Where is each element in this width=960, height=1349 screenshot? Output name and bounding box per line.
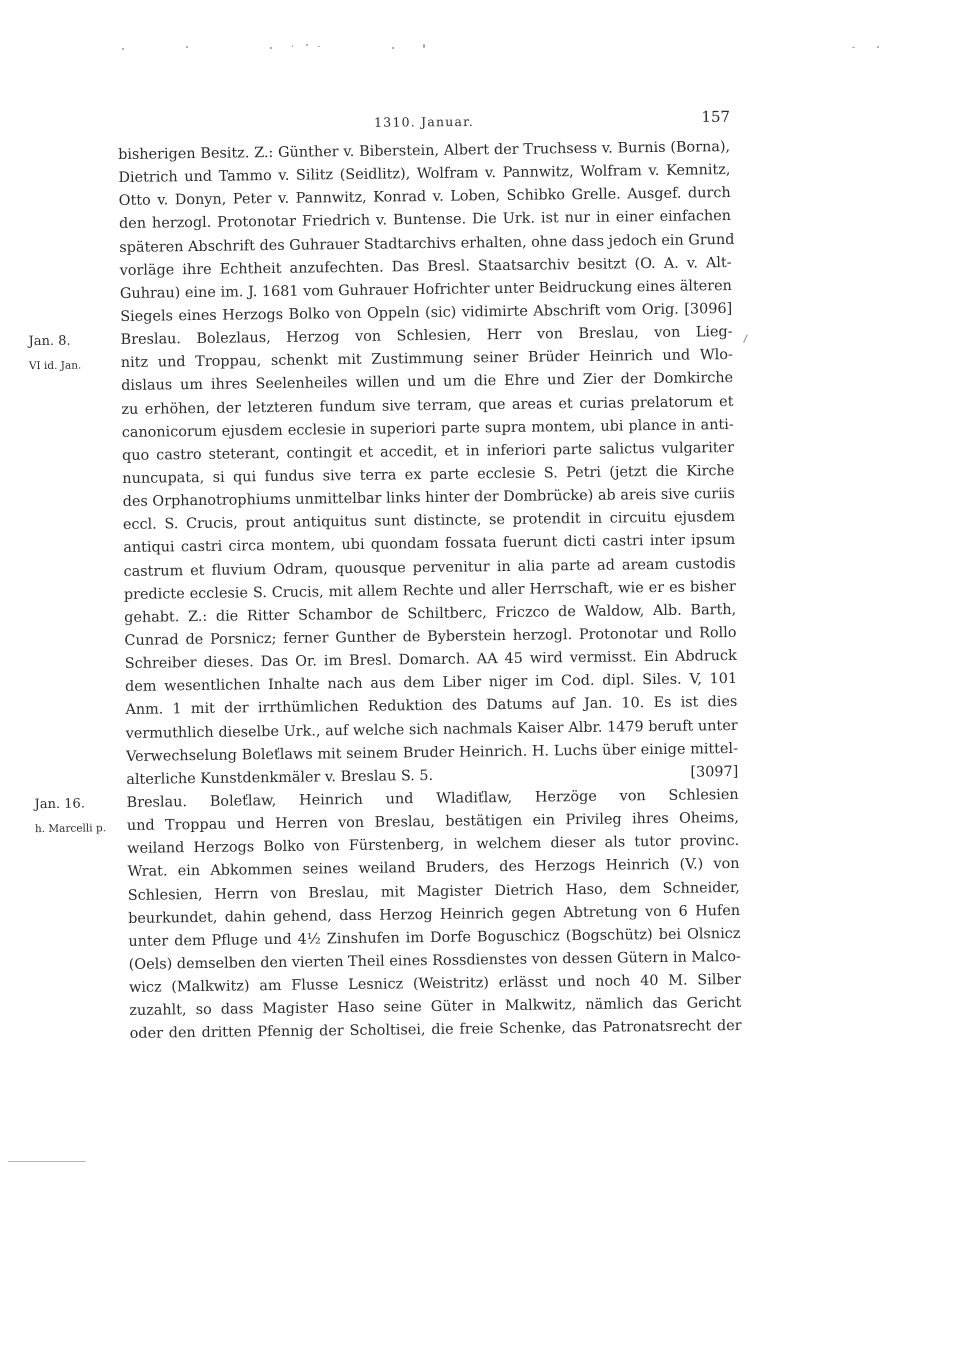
- scan-speckle: [186, 46, 188, 48]
- line-text: Breslau. Bolezlaus, Herzog von Schlesien, Herr von Breslau, von Lieg-: [120, 324, 733, 349]
- running-title: 1310. Januar.: [374, 113, 475, 130]
- scan-speckle: [122, 48, 124, 50]
- line-text: nuncupata, si qui fundus sive terra ex parte ecclesie S. Petri (jetzt die Kirche: [122, 462, 735, 487]
- line-text: castrum et fluvium Odram, quousque pervenitur in alia parte ad aream custodis: [123, 555, 736, 580]
- line-text: Anm. 1 mit der irrthümlichen Reduktion des Datums auf Jan. 10. Es ist dies: [125, 694, 738, 719]
- line-text: gehabt. Z.: die Ritter Schambor de Schiltberc, Friczco de Waldow, Alb. Barth,: [124, 601, 737, 626]
- scan-speckle: [318, 46, 320, 47]
- line-text: des Orphanotrophiums unmittelbar links hinter der Dombrücke) ab areis sive curiis: [122, 486, 735, 511]
- running-head: [118, 108, 730, 135]
- line-text: unter dem Pfluge und 4½ Zinshufen im Dorfe Boguschicz (Bogschütz) bei Olsnicz: [128, 925, 741, 950]
- line-text: Schreiber dieses. Das Or. im Bresl. Domarch. AA 45 wird vermisst. Ein Abdruck: [124, 648, 737, 673]
- line-text: canonicorum ejusdem ecclesie in superiori parte supra montem, ubi plance in anti-: [121, 416, 734, 441]
- line-text: dem wesentlichen Inhalte nach aus dem Liber niger im Cod. dipl. Siles. V, 101: [125, 671, 738, 696]
- line-text: antiqui castri circa montem, ubi quondam fossata fuerunt dicti castri inter ipsum: [123, 532, 736, 557]
- scan-speckle: [852, 47, 855, 48]
- scan-speckle: [306, 44, 308, 46]
- line-text: oder den dritten Pfennig der Scholtisei, die freie Schenke, das Patronatsrecht der: [129, 1018, 742, 1043]
- line-text: quo castro steterant, contingit et accedit, et in inferiori parte salictus vulgariter: [121, 439, 735, 464]
- line-text: Breslau. Boleťlaw, Heinrich und Wladiťlaw, Herzöge von Schlesien: [126, 786, 739, 811]
- line-text: eccl. S. Crucis, prout antiquitus sunt distincte, se protendit in circuitu ejusdem: [122, 509, 736, 534]
- line-text: Wrat. ein Abkommen seines weiland Bruders, des Herzogs Heinrich (V.) von: [127, 856, 740, 881]
- line-text: Dietrich und Tammo v. Silitz (Seidlitz), Wolfram v. Pannwitz, Wolfram v. Kemnitz,: [118, 162, 731, 187]
- line-text: späteren Abschrift des Guhrauer Stadtarchivs erhalten, ohne dass jedoch ein Grund: [119, 231, 735, 256]
- page-number: 157: [701, 107, 731, 126]
- line-text: Guhrau) eine im. J. 1681 vom Guhrauer Hofrichter unter Beidruckung eines älteren: [119, 277, 733, 302]
- line-text: beurkundet, dahin gehend, dass Herzog Heinrich gegen Abtretung von 6 Hufen: [128, 902, 741, 927]
- line-text: Schlesien, Herrn von Breslau, mit Magister Dietrich Haso, dem Schneider,: [127, 879, 740, 904]
- line-text: wicz (Malkwitz) am Flusse Lesnicz (Weistritz) erlässt und noch 40 M. Silber: [128, 971, 742, 996]
- scan-speckle: [292, 45, 293, 47]
- line-text: nitz und Troppau, schenkt mit Zustimmung seiner Brüder Heinrich und Wlo-: [120, 347, 733, 372]
- entry-number: [3097]: [690, 763, 739, 781]
- line-text: vorläge ihre Echtheit anzufechten. Das Bresl. Staatsarchiv besitzt (O. A. v. Alt-: [119, 254, 732, 279]
- margin-date: Jan. 8.: [28, 333, 71, 350]
- line-text: vermuthlich dieselbe Urk., auf welche sich nachmals Kaiser Albr. 1479 beruft unter: [125, 717, 738, 742]
- line-text: dislaus um ihres Seelenheiles willen und um die Ehre und Zier der Domkirche: [121, 370, 734, 395]
- body-text: [28, 136, 742, 1046]
- line-text: Cunrad de Porsnicz; ferner Gunther de Byberstein herzogl. Protonotar und Rollo: [124, 624, 737, 649]
- line-text: den herzogl. Protonotar Friedrich v. Buntense. Die Urk. ist nur in einer einfachen: [118, 208, 732, 233]
- scan-speckle: [877, 46, 879, 48]
- line-text: zu erhöhen, der letzteren fundum sive terram, que areas et curias prelatorum et: [121, 393, 734, 418]
- margin-date-roman: VI id. Jan.: [28, 359, 82, 373]
- line-text: (Oels) demselben den vierten Theil eines Rossdienstes von dessen Gütern in Malco-: [128, 948, 741, 973]
- margin-feast-day: h. Marcelli p.: [34, 822, 107, 836]
- line-text: Otto v. Donyn, Peter v. Pannwitz, Konrad v. Loben, Schibko Grelle. Ausgef. durch: [118, 185, 731, 210]
- line-text: predicte ecclesie S. Crucis, mit allem Rechte und aller Herrschaft, wie er es bisher: [123, 578, 736, 603]
- line-text: weiland Herzogs Bolko von Fürstenberg, in welchem dieser als tutor provinc.: [127, 833, 740, 858]
- scan-edge-mark: [8, 1161, 86, 1162]
- scan-speckle: [423, 44, 425, 48]
- line-text: Verwechselung Boleťlaws mit seinem Bruder Heinrich. H. Luchs über einige mittel-: [125, 740, 739, 765]
- line-text: bisherigen Besitz. Z.: Günther v. Biberstein, Albert der Truchsess v. Burnis (Borna),: [118, 138, 731, 163]
- margin-date: Jan. 16.: [34, 796, 86, 813]
- line-text: und Troppau und Herren von Breslau, bestätigen ein Privileg ihres Oheims,: [126, 810, 739, 835]
- scan-speckle: [270, 47, 272, 49]
- scan-speckle: [392, 47, 394, 49]
- line-text: Siegels eines Herzogs Bolko von Oppeln (sic) vidimirte Abschrift vom Orig. [3096]: [120, 300, 733, 325]
- margin-tick-mark: [743, 334, 748, 343]
- line-text: zuzahlt, so dass Magister Haso seine Güter in Malkwitz, nämlich das Gericht: [129, 995, 742, 1020]
- line-text: alterliche Kunstdenkmäler v. Breslau S. 5.: [126, 767, 434, 788]
